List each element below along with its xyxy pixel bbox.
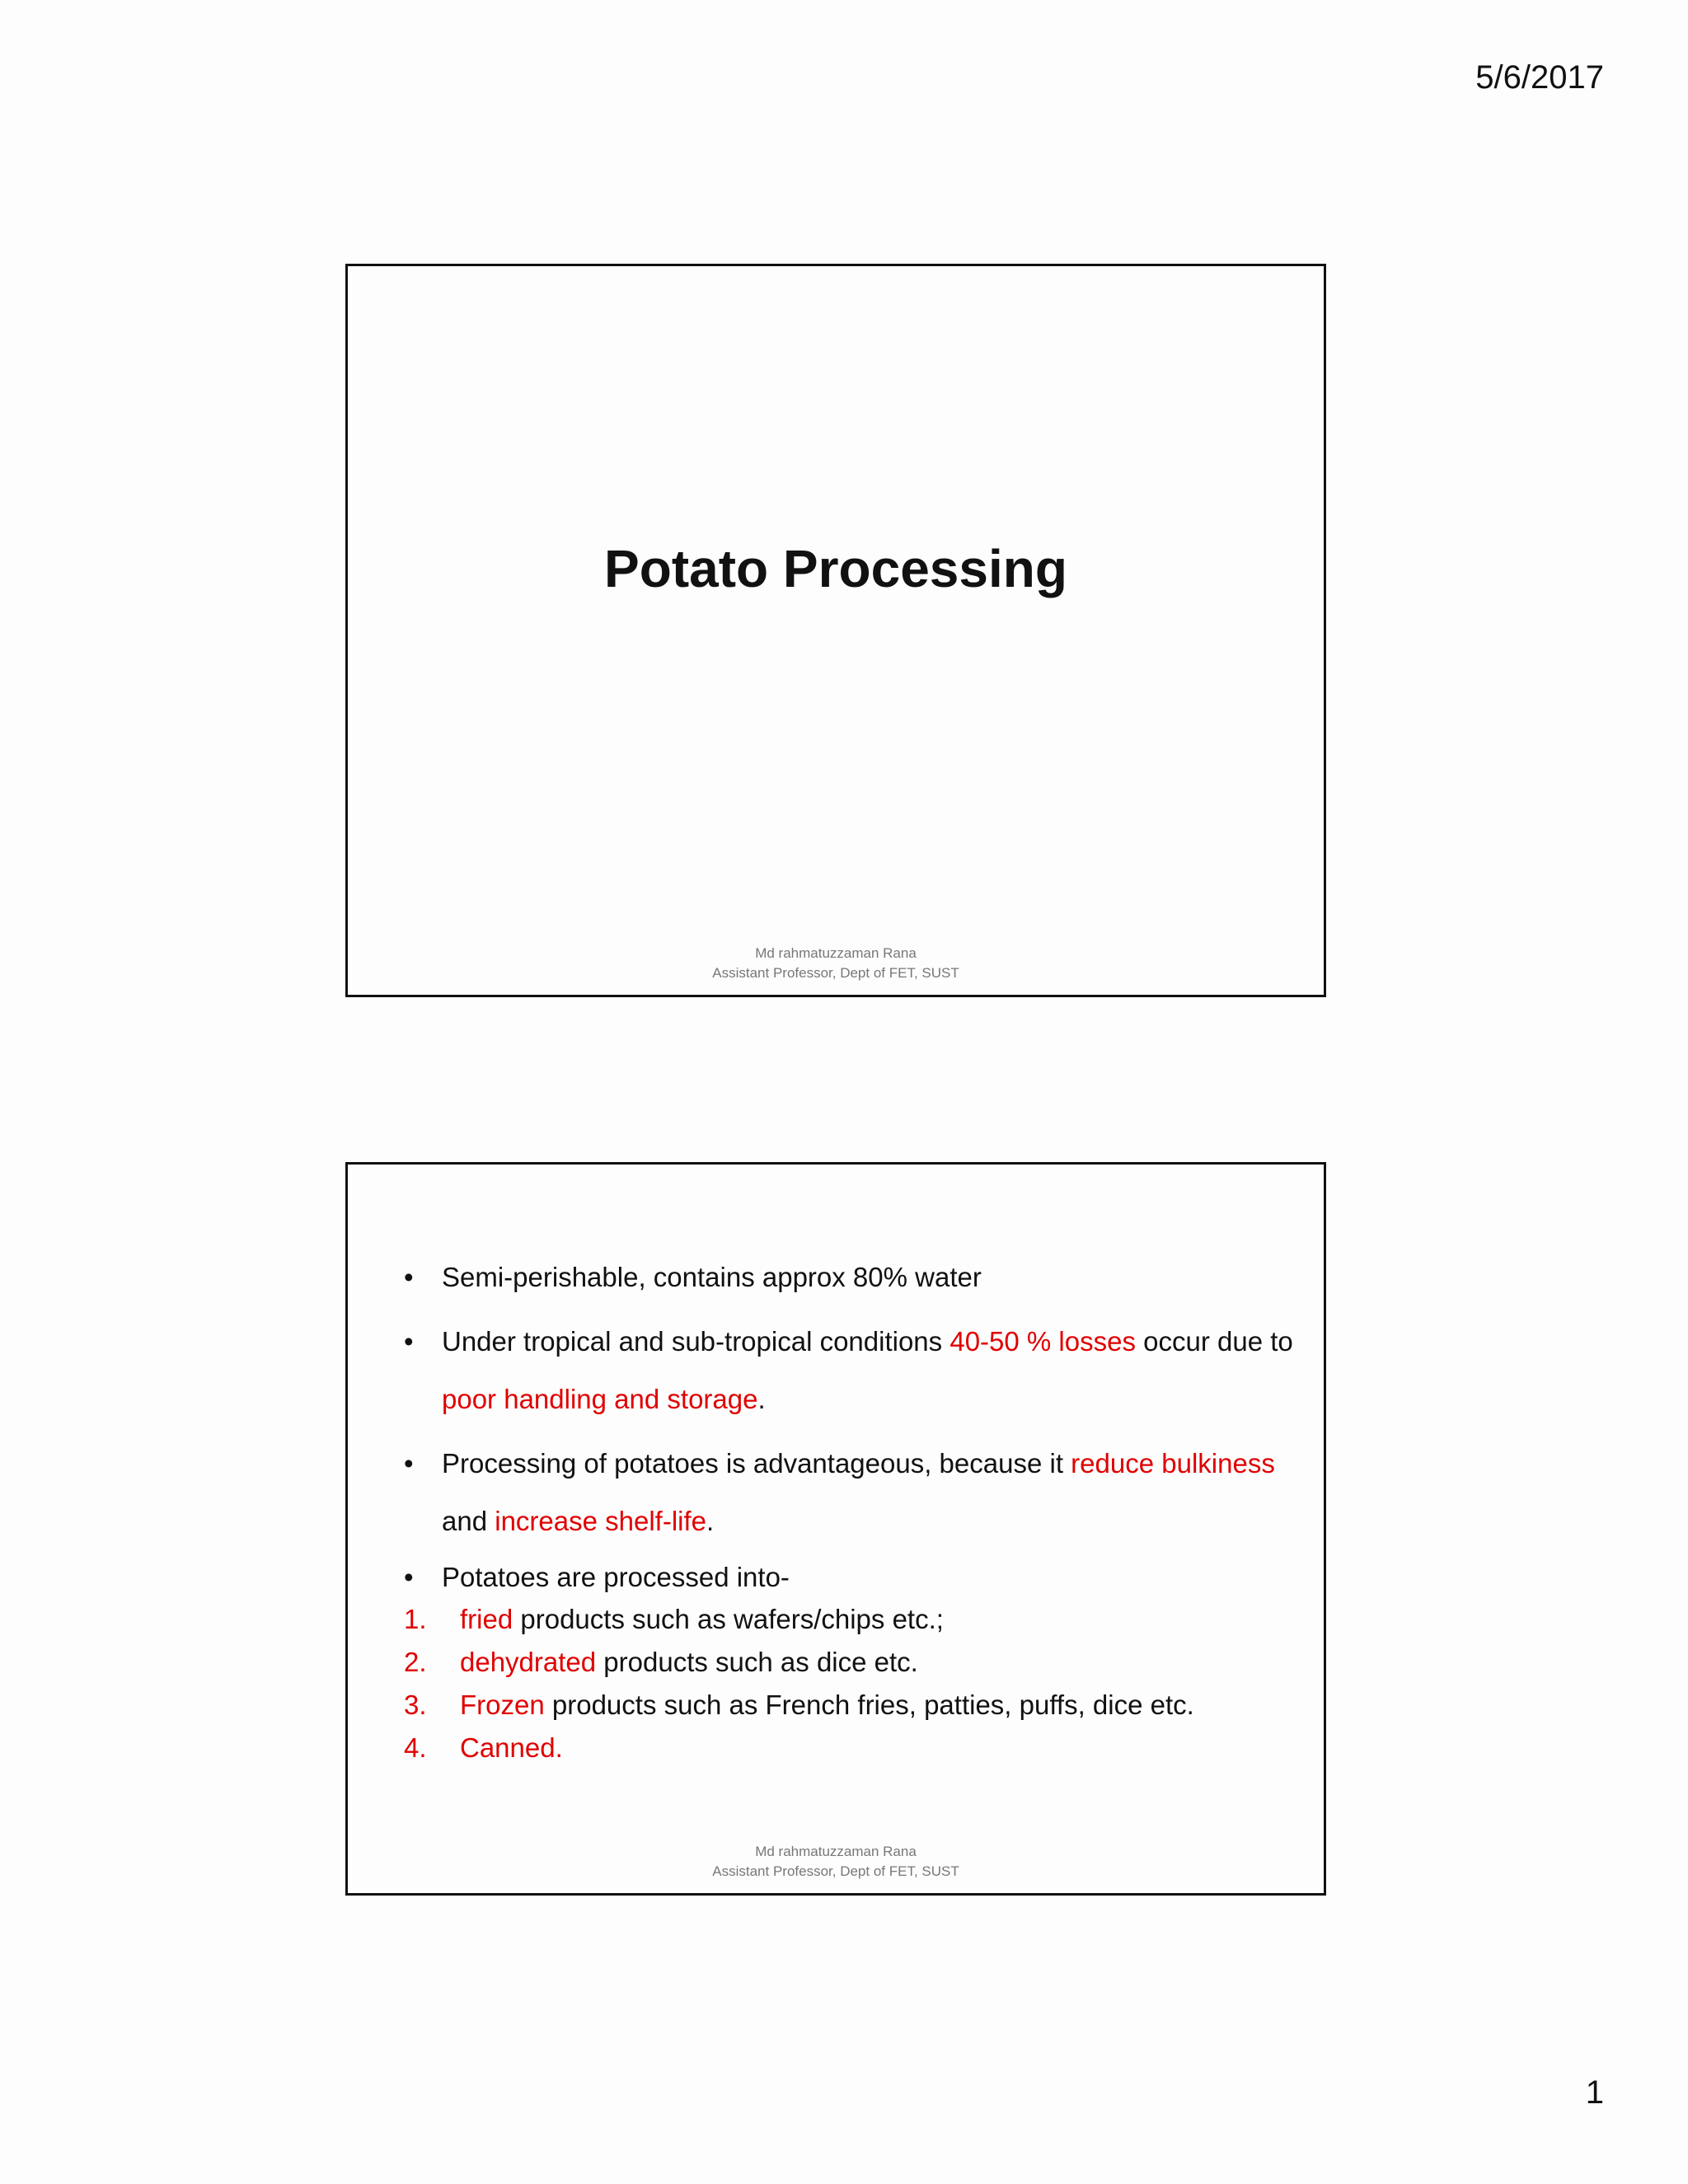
slide-footer (348, 944, 1324, 983)
bullet-item (404, 1557, 1294, 1598)
bullet-text: Processing of potatoes is advantageous, because it (442, 1448, 1071, 1479)
page-date: 5/6/2017 (1475, 59, 1604, 96)
highlight-text: fried (460, 1604, 513, 1634)
numbered-list (404, 1598, 1294, 1769)
item-text: products such as dice etc. (596, 1647, 918, 1677)
bullet-marker: • (404, 1448, 414, 1479)
item-number: 3. (404, 1690, 427, 1720)
bullet-text: occur due to (1135, 1326, 1293, 1357)
bullet-text: . (706, 1506, 715, 1536)
bullet-text: Under tropical and sub-tropical conditions (442, 1326, 950, 1357)
page-number: 1 (1585, 2074, 1604, 2111)
slide-title-page (345, 264, 1326, 997)
bullet-marker: • (404, 1562, 414, 1592)
item-text: products such as wafers/chips etc.; (513, 1604, 944, 1634)
highlight-text: 40-50 % losses (950, 1326, 1136, 1357)
numbered-item (404, 1598, 1294, 1641)
numbered-item (404, 1641, 1294, 1684)
footer-affiliation: Assistant Professor, Dept of FET, SUST (712, 965, 959, 981)
bullet-marker: • (404, 1262, 414, 1292)
bullet-text: Potatoes are processed into- (442, 1562, 790, 1592)
highlight-text: reduce bulkiness (1071, 1448, 1275, 1479)
highlight-text: Frozen (460, 1690, 545, 1720)
item-text: products such as French fries, patties, puffs, dice etc. (544, 1690, 1194, 1720)
bullet-text: and (442, 1506, 495, 1536)
bullet-list (404, 1249, 1294, 1769)
bullet-item (404, 1313, 1294, 1428)
footer-author: Md rahmatuzzaman Rana (755, 945, 917, 961)
highlight-text: increase shelf-life (495, 1506, 707, 1536)
highlight-text: poor handling and storage (442, 1384, 758, 1414)
slide-title: Potato Processing (604, 539, 1067, 598)
bullet-text: . (757, 1384, 766, 1414)
slide-footer (348, 1842, 1324, 1882)
bullet-item (404, 1249, 1294, 1306)
numbered-item (404, 1684, 1294, 1727)
highlight-text: Canned. (460, 1732, 563, 1763)
bullet-item (404, 1435, 1294, 1550)
footer-author: Md rahmatuzzaman Rana (755, 1844, 917, 1859)
slide-content (345, 1162, 1326, 1896)
bullet-text: Semi-perishable, contains approx 80% water (442, 1262, 982, 1292)
footer-affiliation: Assistant Professor, Dept of FET, SUST (712, 1863, 959, 1879)
item-number: 1. (404, 1604, 427, 1634)
item-number: 4. (404, 1732, 427, 1763)
bullet-marker: • (404, 1326, 414, 1357)
highlight-text: dehydrated (460, 1647, 597, 1677)
numbered-item (404, 1727, 1294, 1769)
item-number: 2. (404, 1647, 427, 1677)
